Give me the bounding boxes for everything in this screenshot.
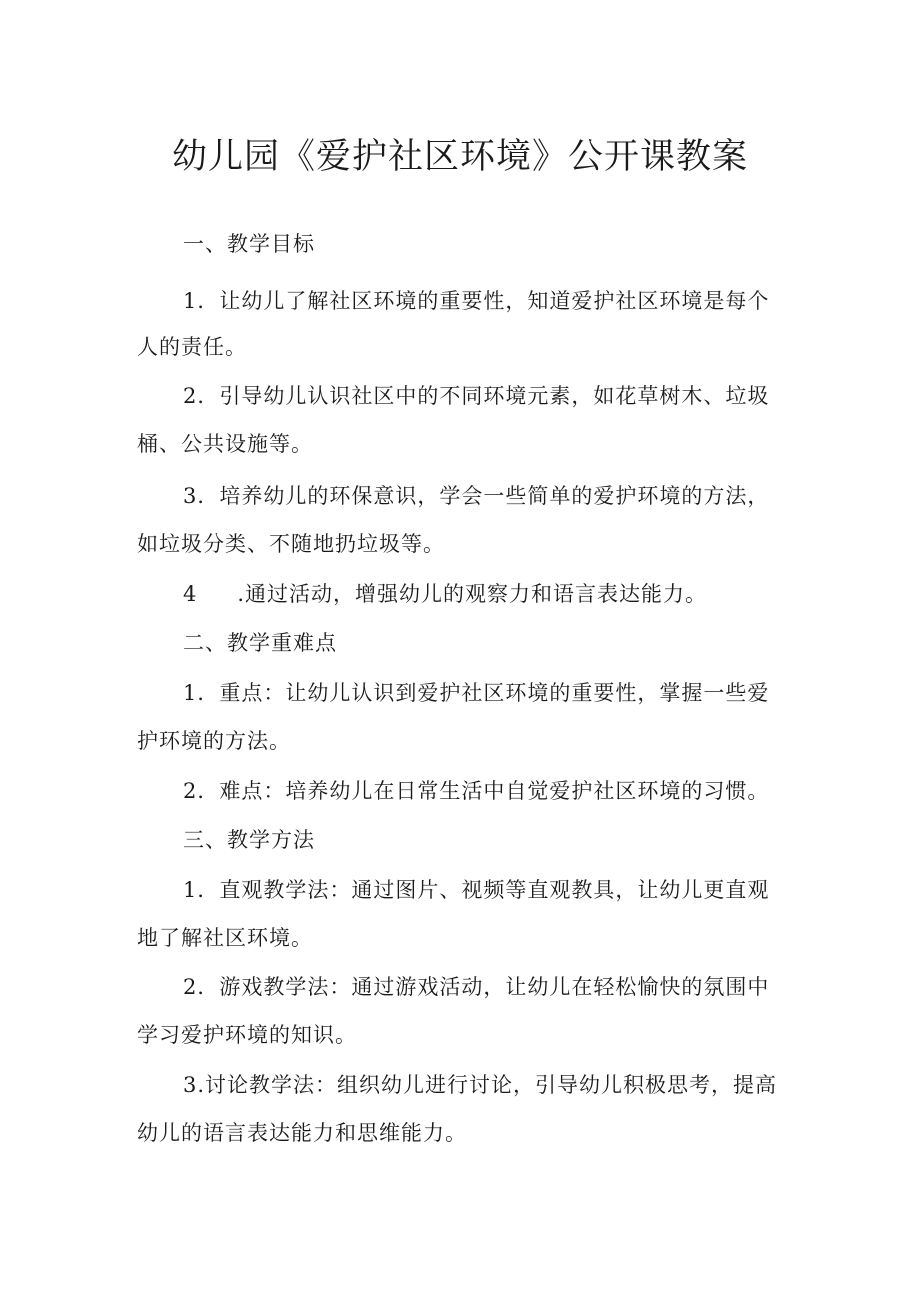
paragraph-line: 1．让幼儿了解社区环境的重要性，知道爱护社区环境是每个	[183, 289, 770, 313]
list-number: 4	[183, 582, 198, 606]
paragraph-line: 学习爱护环境的知识。	[137, 1023, 357, 1047]
paragraph-line: 2．游戏教学法：通过游戏活动，让幼儿在轻松愉快的氛围中	[183, 975, 770, 999]
section-heading-objectives: 一、教学目标	[183, 232, 315, 256]
paragraph-line: 2．引导幼儿认识社区中的不同环境元素，如花草树木、垃圾	[183, 384, 770, 408]
paragraph-line: 3．培养幼儿的环保意识，学会一些简单的爱护环境的方法，	[183, 484, 770, 508]
paragraph-line	[183, 579, 843, 609]
paragraph-line: 桶、公共设施等。	[137, 432, 313, 456]
paragraph-line: 护环境的方法。	[137, 729, 291, 753]
paragraph-line: 1．重点：让幼儿认识到爱护社区环境的重要性，掌握一些爱	[183, 681, 770, 705]
paragraph-line: 地了解社区环境。	[137, 926, 313, 950]
section-heading-key-points: 二、教学重难点	[183, 631, 337, 655]
paragraph-line: 2．难点：培养幼儿在日常生活中自觉爱护社区环境的习惯。	[183, 779, 770, 803]
paragraph-line: 幼儿的语言表达能力和思维能力。	[137, 1121, 467, 1145]
paragraph-line: 人的责任。	[137, 335, 247, 359]
document-title: 幼儿园《爱护社区环境》公开课教案	[171, 137, 748, 177]
paragraph-line: 1．直观教学法：通过图片、视频等直观教具，让幼儿更直观	[183, 878, 770, 902]
paragraph-line: 如垃圾分类、不随地扔垃圾等。	[137, 532, 445, 556]
section-heading-methods: 三、教学方法	[183, 828, 315, 852]
paragraph-line: 3.讨论教学法：组织幼儿进行讨论，引导幼儿积极思考，提高	[183, 1073, 778, 1097]
list-text: .通过活动，增强幼儿的观察力和语言表达能力。	[237, 582, 708, 606]
